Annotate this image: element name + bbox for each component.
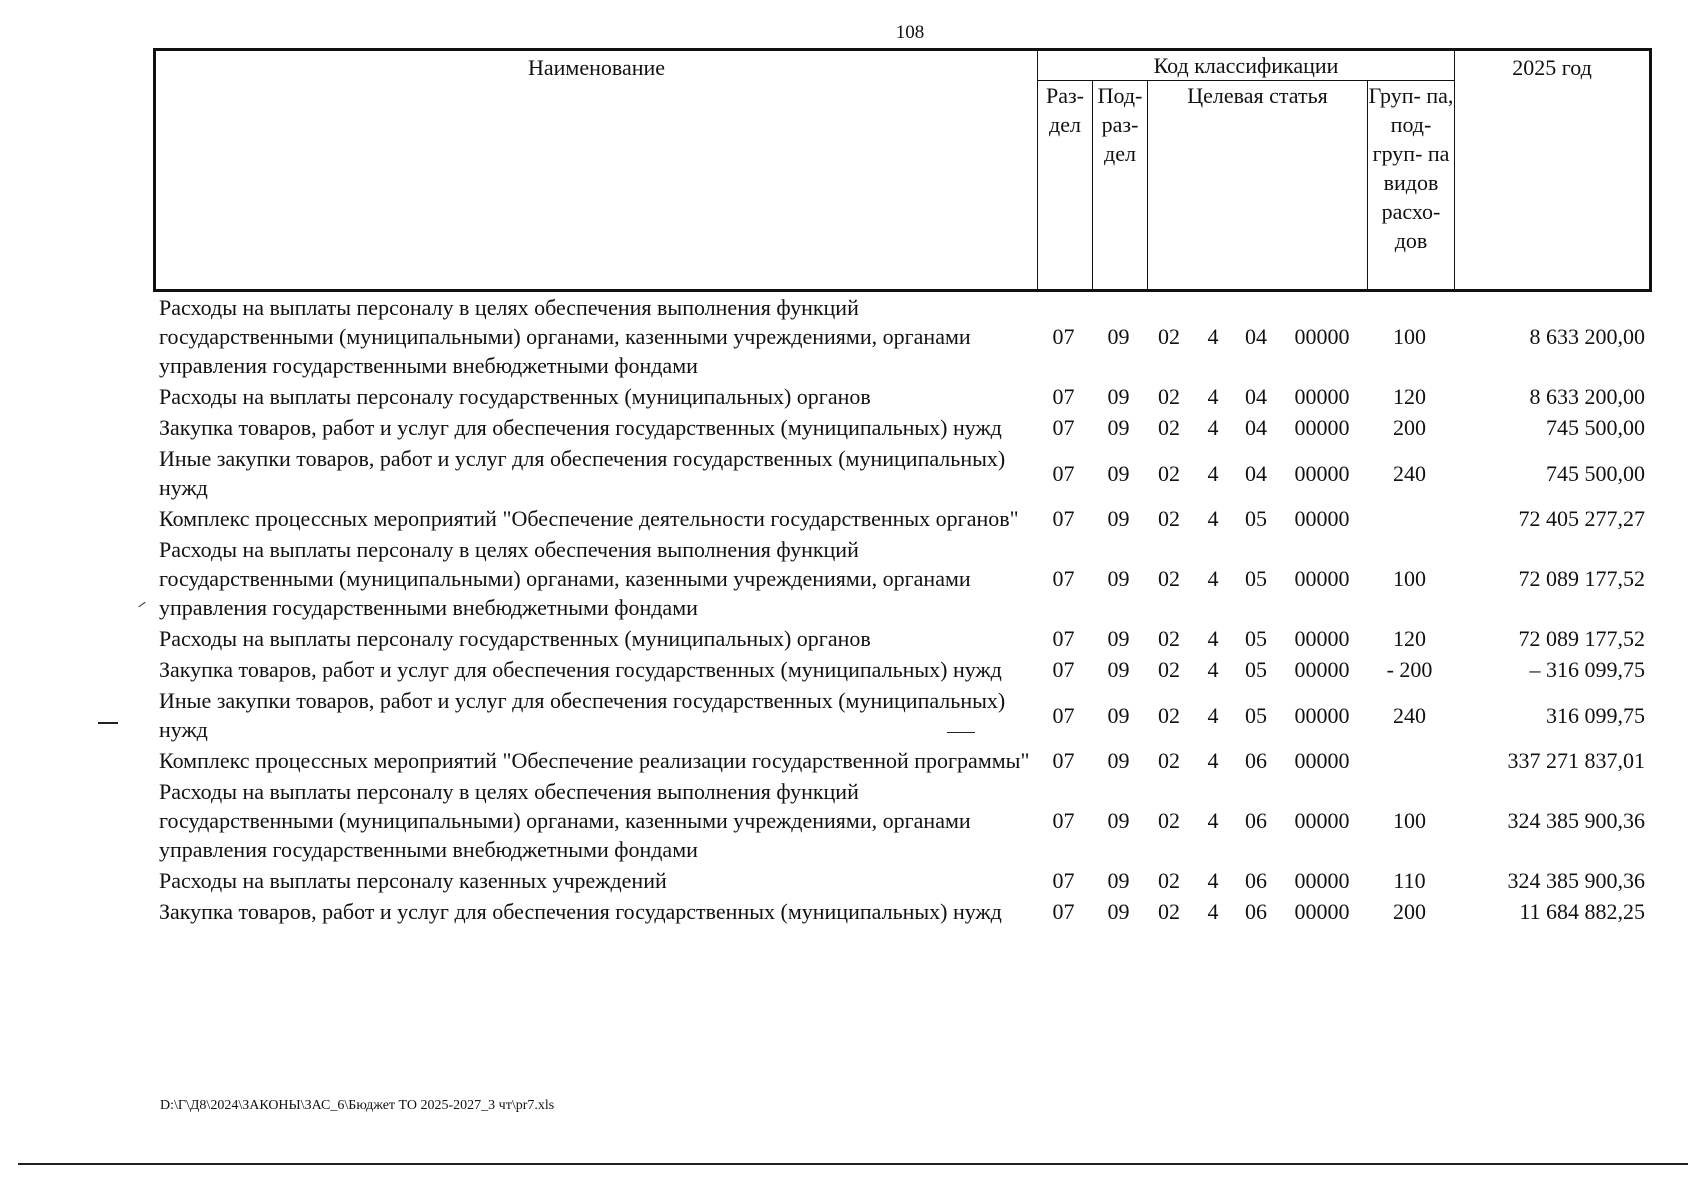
row-target-type: 4 [1207, 748, 1219, 773]
table-header [153, 48, 1652, 292]
row-target-program: 02 [1158, 460, 1180, 486]
row-expense-group [1366, 503, 1453, 534]
row-amount: 745 500,00 [1546, 460, 1645, 486]
page-number: 108 [895, 22, 925, 43]
row-amount: 745 500,00 [1546, 415, 1645, 440]
margin-tick-mark [138, 602, 145, 607]
row-subsection: 09 [1107, 657, 1130, 682]
row-target-program: 02 [1158, 702, 1180, 728]
row-subsection: 09 [1107, 808, 1130, 833]
header-section: Раз- дел [1038, 81, 1093, 291]
row-target-complex: 06 [1245, 868, 1267, 893]
row-amount: 72 089 177,52 [1518, 566, 1645, 591]
row-subsection: 09 [1107, 415, 1130, 440]
row-target-direction: 00000 [1294, 506, 1350, 531]
row-name: Закупка товаров, работ и услуг для обеспечения государственных (муниципальных) нужд [159, 415, 1002, 440]
row-name: Расходы на выплаты персоналу государственных (муниципальных) органов [159, 384, 871, 409]
row-target-type: 4 [1207, 324, 1219, 349]
row-target-direction: 00000 [1294, 748, 1350, 773]
footer-file-path: D:\Г\Д8\2024\ЗАКОНЫ\ЗАС_6\Бюджет ТО 2025-2027_3 чт\pr7.xls [160, 1098, 555, 1113]
row-target-program: 02 [1158, 657, 1180, 682]
table-row [153, 292, 1649, 381]
row-expense-group: 110 [1393, 868, 1426, 893]
row-section: 07 [1052, 384, 1075, 409]
row-name: Комплекс процессных мероприятий "Обеспечение реализации государственной программы" [159, 748, 1030, 773]
row-target-direction: 00000 [1294, 566, 1350, 591]
row-subsection: 09 [1107, 899, 1130, 924]
row-target-complex: 05 [1245, 657, 1267, 682]
row-subsection: 09 [1107, 324, 1130, 349]
row-section: 07 [1052, 657, 1075, 682]
row-target-direction: 00000 [1294, 808, 1350, 833]
row-target-complex: 04 [1245, 384, 1267, 409]
header-expense-group: Груп- па, под- груп- па видов расхо- дов [1368, 81, 1455, 291]
row-name: Расходы на выплаты персоналу в целях обеспечения выполнения функций государственными (муниципальными) органами, казенными учреждениями, органами управления государственными внебюджетными фондами [159, 779, 971, 862]
row-subsection: 09 [1107, 566, 1130, 591]
table-row [153, 685, 1649, 745]
row-subsection: 09 [1107, 702, 1130, 728]
table-body [153, 292, 1649, 927]
row-target-program: 02 [1158, 748, 1180, 773]
header-subsection: Под- раз- дел [1093, 81, 1148, 291]
header-name: Наименование [155, 50, 1038, 291]
row-target-program: 02 [1158, 415, 1180, 440]
row-amount: 8 633 200,00 [1529, 324, 1645, 349]
row-amount: 324 385 900,36 [1507, 808, 1645, 833]
row-expense-group: 100 [1393, 808, 1426, 833]
row-amount: 8 633 200,00 [1529, 384, 1645, 409]
row-target-direction: 00000 [1294, 626, 1350, 651]
row-section: 07 [1052, 324, 1075, 349]
row-target-program: 02 [1158, 868, 1180, 893]
row-target-complex: 05 [1245, 626, 1267, 651]
row-target-direction: 00000 [1294, 415, 1350, 440]
row-subsection: 09 [1107, 868, 1130, 893]
row-name: Расходы на выплаты персоналу казенных учреждений [159, 868, 667, 893]
row-section: 07 [1052, 899, 1075, 924]
row-target-type: 4 [1207, 808, 1219, 833]
row-target-direction: 00000 [1294, 324, 1350, 349]
row-expense-group: 200 [1393, 415, 1426, 440]
table-row [153, 503, 1649, 534]
row-expense-group: 120 [1393, 384, 1426, 409]
row-target-type: 4 [1207, 384, 1219, 409]
row-section: 07 [1052, 808, 1075, 833]
header-classification-code: Код классификации [1038, 50, 1455, 81]
row-target-program: 02 [1158, 324, 1180, 349]
row-target-program: 02 [1158, 506, 1180, 531]
budget-sheet [153, 48, 1649, 927]
row-expense-group: 120 [1393, 626, 1426, 651]
table-row [153, 623, 1649, 654]
row-target-type: 4 [1207, 626, 1219, 651]
row-target-program: 02 [1158, 899, 1180, 924]
row-expense-group [1366, 745, 1453, 776]
row-expense-group: - 200 [1386, 657, 1433, 682]
row-amount: – 316 099,75 [1529, 657, 1645, 682]
row-name: Расходы на выплаты персоналу в целях обеспечения выполнения функций государственными (муниципальными) органами, казенными учреждениями, органами управления государственными внебюджетными фондами [159, 537, 971, 620]
row-target-type: 4 [1207, 415, 1219, 440]
row-target-program: 02 [1158, 384, 1180, 409]
row-target-direction: 00000 [1294, 899, 1350, 924]
table-row [153, 776, 1649, 865]
row-section: 07 [1052, 460, 1075, 486]
row-amount: 72 089 177,52 [1518, 626, 1645, 651]
row-name: Иные закупки товаров, работ и услуг для обеспечения государственных (муниципальных) нужд [159, 446, 1006, 500]
row-subsection: 09 [1107, 626, 1130, 651]
header-year: 2025 год [1455, 50, 1651, 291]
row-name: Расходы на выплаты персоналу государственных (муниципальных) органов [159, 626, 871, 651]
row-expense-group: 100 [1393, 566, 1426, 591]
row-expense-group: 240 [1393, 702, 1426, 728]
row-amount: 316 099,75 [1546, 702, 1645, 728]
row-target-complex: 05 [1245, 702, 1267, 728]
row-section: 07 [1052, 506, 1075, 531]
row-target-direction: 00000 [1294, 384, 1350, 409]
row-amount: 11 684 882,25 [1519, 899, 1645, 924]
row-target-complex: 05 [1245, 566, 1267, 591]
table-row [153, 745, 1649, 776]
row-target-type: 4 [1207, 566, 1219, 591]
data-table [153, 292, 1649, 927]
row-target-type: 4 [1207, 899, 1219, 924]
row-target-program: 02 [1158, 626, 1180, 651]
row-subsection: 09 [1107, 384, 1130, 409]
row-section: 07 [1052, 626, 1075, 651]
table-row [153, 412, 1649, 443]
row-expense-group: 200 [1393, 899, 1426, 924]
row-target-program: 02 [1158, 808, 1180, 833]
table-row [153, 443, 1649, 503]
table-row [153, 654, 1649, 685]
margin-dash-mark [98, 722, 118, 724]
header-target-article: Целевая статья [1148, 81, 1368, 291]
row-target-type: 4 [1207, 506, 1219, 531]
row-target-program: 02 [1158, 566, 1180, 591]
row-subsection: 09 [1107, 460, 1130, 486]
row-target-complex: 06 [1245, 808, 1267, 833]
row-target-type: 4 [1207, 657, 1219, 682]
row-target-direction: 00000 [1294, 460, 1350, 486]
row-amount: 72 405 277,27 [1518, 506, 1645, 531]
table-row [153, 381, 1649, 412]
row-target-complex: 04 [1245, 460, 1267, 486]
row-name: Расходы на выплаты персоналу в целях обеспечения выполнения функций государственными (муниципальными) органами, казенными учреждениями, органами управления государственными внебюджетными фондами [159, 295, 971, 378]
row-subsection: 09 [1107, 748, 1130, 773]
row-target-direction: 00000 [1294, 657, 1350, 682]
row-target-direction: 00000 [1294, 868, 1350, 893]
row-name: Закупка товаров, работ и услуг для обеспечения государственных (муниципальных) нужд [159, 899, 1002, 924]
row-section: 07 [1052, 415, 1075, 440]
row-section: 07 [1052, 748, 1075, 773]
row-section: 07 [1052, 566, 1075, 591]
bottom-rule [18, 1163, 1688, 1165]
row-name: Иные закупки товаров, работ и услуг для обеспечения государственных (муниципальных) нужд [159, 688, 1006, 742]
table-row [153, 865, 1649, 896]
row-target-complex: 04 [1245, 324, 1267, 349]
row-target-complex: 04 [1245, 415, 1267, 440]
row-target-type: 4 [1207, 702, 1219, 728]
row-section: 07 [1052, 702, 1075, 728]
row-target-type: 4 [1207, 868, 1219, 893]
row-target-direction: 00000 [1294, 702, 1350, 728]
row-section: 07 [1052, 868, 1075, 893]
row-target-complex: 06 [1245, 899, 1267, 924]
row-name: Комплекс процессных мероприятий "Обеспечение деятельности государственных органов" [159, 506, 1019, 531]
row-name: Закупка товаров, работ и услуг для обеспечения государственных (муниципальных) нужд [159, 657, 1002, 682]
table-row [153, 896, 1649, 927]
underline-mark [947, 732, 975, 733]
row-target-complex: 05 [1245, 506, 1267, 531]
row-expense-group: 100 [1393, 324, 1426, 349]
row-amount: 337 271 837,01 [1507, 748, 1645, 773]
row-expense-group: 240 [1393, 460, 1426, 486]
row-target-complex: 06 [1245, 748, 1267, 773]
row-amount: 324 385 900,36 [1507, 868, 1645, 893]
table-row [153, 534, 1649, 623]
row-subsection: 09 [1107, 506, 1130, 531]
row-target-type: 4 [1207, 460, 1219, 486]
